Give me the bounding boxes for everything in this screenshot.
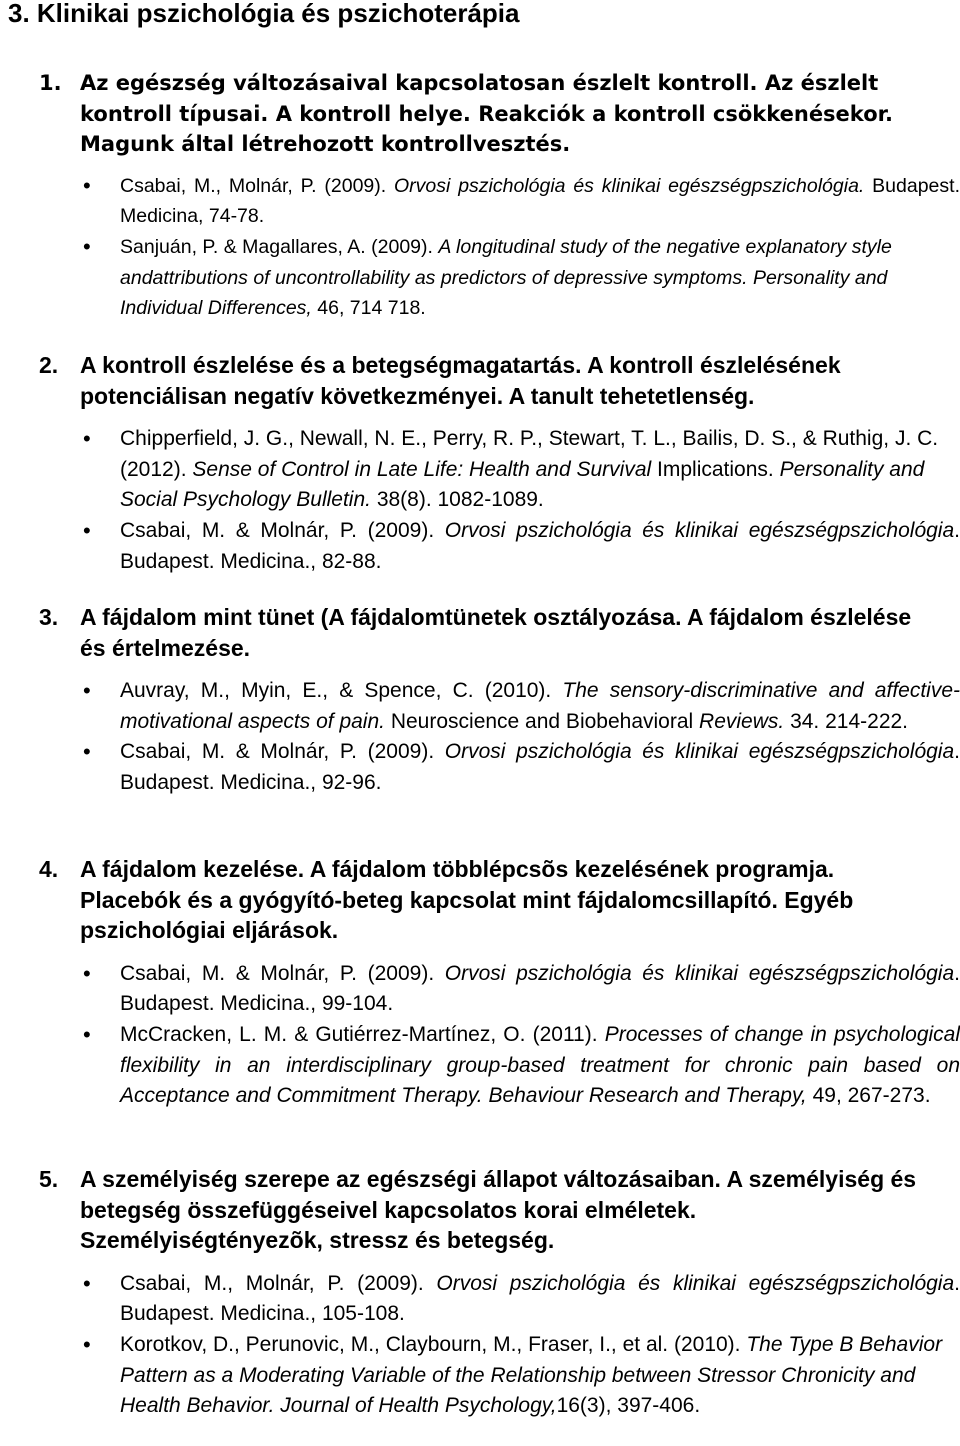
bullet-icon: • [83,426,91,452]
reference-list [0,424,960,577]
bullet-icon: • [83,1021,91,1047]
reference-journal: Personality and Social Psychology Bulletin. [120,457,925,512]
section-heading-text: A fájdalom mint tünet (A fájdalomtünetek osztályozása. A fájdalom észlelése és értelmezése. [80,604,912,661]
reference-title: The sensory-discriminative and affective- motivational aspects of pain. [120,679,960,733]
section-heading-text: A kontroll észlelése és a betegségmagatartás. A kontroll észlelésének potenciálisan negatív következményei. A tanult tehetetlenség. [80,352,841,409]
reference-item: • Csabai, M. & Molnár, P. (2009). Orvosi pszichológia és klinikai egészségpszichológia. Budapest. Medicina., 82-88. [83,517,960,573]
section-4 [0,854,960,1112]
section-heading-text: A fájdalom kezelése. A fájdalom többlépcsõs kezelésének programja. Placebók és a gyógyító-beteg kapcsolat mint fájdalomcsillapító. Egyéb pszichológiai eljárások. [80,856,854,944]
reference-item: • Auvray, M., Myin, E., & Spence, C. (2010). The sensory-discriminative and affective- motivational aspects of pain. Neuroscience and Biobehavioral Reviews. 34. 214-222. [83,678,960,733]
section-heading [0,602,960,663]
section-heading [0,350,960,411]
bullet-icon: • [83,172,91,198]
reference-list [0,171,960,324]
section-5 [0,1164,960,1422]
section-number: 3. [39,604,59,630]
reference-item: • McCracken, L. M. & Gutiérrez-Martínez, O. (2011). Processes of change in psychological flexibility in an interdisciplinary group-based treatment for chronic pain based on Acceptance and Commitment Therapy. Behaviour Research and Therapy, 49, 267-273. [83,1021,960,1108]
reference-item: • Csabai, M. & Molnár, P. (2009). Orvosi pszichológia és klinikai egészségpszichológia. Budapest. Medicina., 99-104. [83,960,960,1016]
section-heading [0,854,960,946]
bullet-icon: • [83,739,91,765]
section-heading [0,68,960,160]
bullet-icon: • [83,1331,91,1357]
reference-title: Orvosi pszichológia és klinikai egészségpszichológia [444,961,955,985]
bullet-icon: • [83,1270,91,1296]
reference-title: Orvosi pszichológia és klinikai egészségpszichológia [444,740,955,764]
bullet-icon: • [83,517,91,543]
bullet-icon: • [83,233,91,259]
section-2 [0,350,960,577]
section-1 [0,68,960,324]
section-3 [0,602,960,799]
reference-journal: Reviews. [699,709,785,733]
reference-title: The Type B Behavior Pattern as a Moderating Variable of the Relationship between Stressor Chronicity and Health Behavior. Journal of Health Psychology, [120,1332,943,1418]
reference-journal: Personality and Individual Differences, [120,266,888,320]
reference-title: Sense of Control in Late Life: Health and Survival [192,457,652,481]
reference-list [0,959,960,1112]
section-heading-text: Az egészség változásaival kapcsolatosan észlelt kontroll. Az észlelt kontroll típusai. A kontroll helye. Reakciók a kontroll csökkenésekor. Magunk által létrehozott kontrollvesztés. [80,71,893,157]
reference-title: Processes of change in psychological flexibility in an interdisciplinary group-based treatment for chronic pain based on Acceptance and Commitment Therapy. Behaviour Research and Therapy, [120,1022,960,1108]
reference-item: • Csabai, M., Molnár, P. (2009). Orvosi pszichológia és klinikai egészségpszichológia. Budapest. Medicina., 105-108. [83,1270,960,1326]
reference-item: • Korotkov, D., Perunovic, M., Claybourn, M., Fraser, I., et al. (2010). The Type B Behavior Pattern as a Moderating Variable of the Relationship between Stressor Chronicity and Health Behavior. Journal of Health Psychology,16(3), 397-406. [83,1331,943,1418]
bullet-icon: • [83,960,91,986]
reference-item: • Sanjuán, P. & Magallares, A. (2009). A longitudinal study of the negative explanatory style andattributions of uncontrollability as predictors of depressive symptoms. Personality and Individual Differences, 46, 714 718. [83,233,892,320]
section-heading [0,1164,960,1256]
reference-title: Orvosi pszichológia és klinikai egészségpszichológia. [394,174,865,197]
section-number: 1. [39,71,62,95]
reference-item: • Chipperfield, J. G., Newall, N. E., Perry, R. P., Stewart, T. L., Bailis, D. S., & Ruthig, J. C. (2012). Sense of Control in Late Life: Health and Survival Implications. Personality and Social Psychology Bulletin. 38(8). 1082-1089. [83,426,939,512]
reference-title: Orvosi pszichológia és klinikai egészségpszichológia [436,1271,955,1295]
reference-title: A longitudinal study of the negative explanatory style andattributions of uncontrollability as predictors of depressive symptoms. [120,235,892,289]
reference-title: Orvosi pszichológia és klinikai egészségpszichológia [444,518,955,542]
section-number: 4. [39,856,59,882]
bullet-icon: • [83,678,91,704]
reference-list [0,1269,960,1422]
section-number: 5. [39,1166,59,1192]
section-heading-text: A személyiség szerepe az egészségi állapot változásaiban. A személyiség és betegség összefüggéseivel kapcsolatos korai elméletek. Személyiségtényezõk, stressz és betegség. [80,1166,917,1254]
reference-list [0,676,960,798]
reference-item: • Csabai, M. & Molnár, P. (2009). Orvosi pszichológia és klinikai egészségpszichológia. Budapest. Medicina., 92-96. [83,739,960,794]
page-title: 3. Klinikai pszichológia és pszichoterápia [8,0,520,28]
section-number: 2. [39,352,59,378]
reference-item: • Csabai, M., Molnár, P. (2009). Orvosi pszichológia és klinikai egészségpszichológia. Budapest. Medicina, 74-78. [83,172,960,228]
